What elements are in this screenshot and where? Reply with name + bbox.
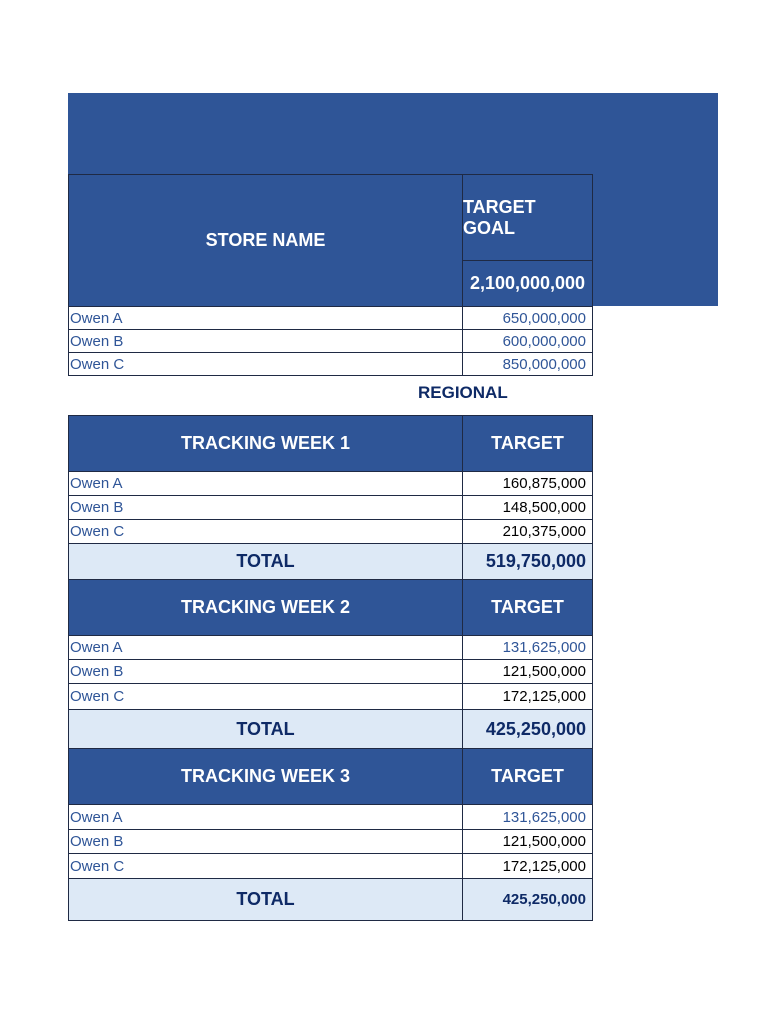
week-store-name: Owen A [68,804,463,830]
week-store-name: Owen A [68,635,463,660]
target-goal-value: 2,100,000,000 [462,260,593,307]
week-value: 172,125,000 [462,853,593,879]
week-value: 131,625,000 [462,635,593,660]
week-store-name: Owen B [68,829,463,854]
week-total-value: 519,750,000 [462,543,593,580]
week-store-name: Owen B [68,495,463,520]
goal-store-name: Owen A [68,306,463,330]
week-target-header: TARGET [462,415,593,472]
week-title: TRACKING WEEK 1 [68,415,463,472]
goal-value: 650,000,000 [462,306,593,330]
week-title: TRACKING WEEK 2 [68,579,463,636]
week-store-name: Owen C [68,519,463,544]
week-value: 121,500,000 [462,829,593,854]
week-total-label: TOTAL [68,543,463,580]
week-store-name: Owen B [68,659,463,684]
regional-label: REGIONAL [418,383,508,402]
goal-value: 850,000,000 [462,352,593,376]
week-value: 121,500,000 [462,659,593,684]
week-title: TRACKING WEEK 3 [68,748,463,805]
week-store-name: Owen A [68,471,463,496]
week-store-name: Owen C [68,853,463,879]
week-target-header: TARGET [462,579,593,636]
week-total-label: TOTAL [68,709,463,749]
week-value: 210,375,000 [462,519,593,544]
week-value: 148,500,000 [462,495,593,520]
week-value: 160,875,000 [462,471,593,496]
goal-value: 600,000,000 [462,329,593,353]
goal-store-name: Owen C [68,352,463,376]
week-value: 172,125,000 [462,683,593,710]
week-value: 131,625,000 [462,804,593,830]
week-store-name: Owen C [68,683,463,710]
week-target-header: TARGET [462,748,593,805]
store-name-header: STORE NAME [68,174,463,307]
week-total-label: TOTAL [68,878,463,921]
goal-store-name: Owen B [68,329,463,353]
week-total-value: 425,250,000 [462,878,593,921]
target-goal-header: TARGET GOAL [462,174,593,261]
week-total-value: 425,250,000 [462,709,593,749]
